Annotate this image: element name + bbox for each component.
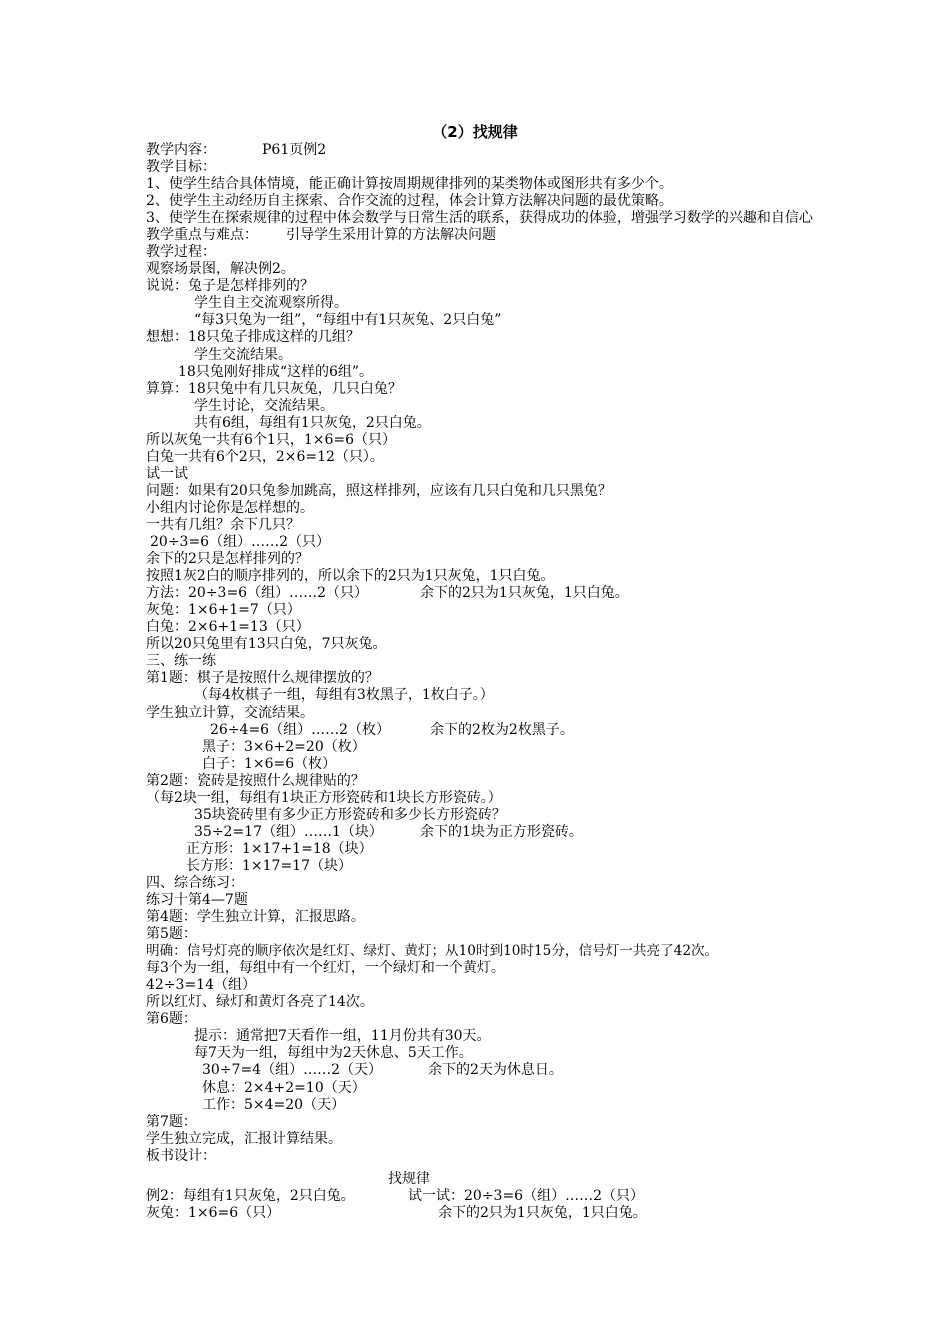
- text-line: 想想：18只兔子排成这样的几组？: [146, 329, 360, 346]
- text-line: 第5题：: [146, 926, 197, 943]
- text-line: 第6题：: [146, 1011, 197, 1028]
- text-line: 18只兔刚好排成“这样的6组”。: [178, 363, 374, 380]
- text-line: 每3个为一组，每组中有一个红灯，一个绿灯和一个黄灯。: [146, 960, 505, 977]
- text-line: 白兔一共有6个2只，2×6=12（只）。: [146, 448, 384, 465]
- goal-item: 1、使学生结合具体情境，能正确计算按周期规律排列的某类物体或图形共有多少个。: [146, 176, 673, 193]
- calc-remainder: 余下的1块为正方形瓷砖。: [420, 823, 583, 840]
- text-line: 学生讨论，交流结果。: [194, 397, 334, 414]
- text-line: （每4枚棋子一组，每组有3枚黑子，1枚白子。）: [194, 687, 494, 704]
- text-line: 学生交流结果。: [194, 346, 292, 363]
- text-line: 20÷3=6（组）……2（只）: [150, 534, 330, 551]
- text-line: 共有6组，每组有1只灰兔，2只白兔。: [194, 414, 431, 431]
- text-line: 所以灰兔一共有6个1只，1×6=6（只）: [146, 431, 396, 448]
- method-remainder: 余下的2只为1只灰兔，1只白兔。: [420, 585, 629, 602]
- text-line: 说说：兔子是怎样排列的？: [146, 278, 314, 295]
- calc-expression: 30÷7=4（组）……2（天）: [202, 1062, 382, 1079]
- section-heading: 试一试: [146, 465, 188, 482]
- text-line: [146, 1205, 836, 1222]
- text-line: 每7天为一组，每组中为2天休息、5天工作。: [194, 1045, 473, 1062]
- key-points-value: 引导学生采用计算的方法解决问题: [286, 227, 496, 244]
- text-line: [146, 1188, 836, 1205]
- key-points-label: 教学重点与难点：: [146, 227, 258, 244]
- teaching-process-label: 教学过程：: [146, 244, 216, 261]
- text-line: 按照1灰2白的顺序排列的，所以余下的2只为1只灰兔，1只白兔。: [146, 568, 555, 585]
- text-line: 工作：5×4=20（天）: [202, 1096, 346, 1113]
- board-remainder: 余下的2只为1只灰兔，1只白兔。: [438, 1204, 647, 1221]
- board-gray: 灰兔：1×6=6（只）: [146, 1204, 281, 1221]
- text-line: 小组内讨论你是怎样想的。: [146, 499, 314, 516]
- text-line: 提示：通常把7天看作一组，11月份共有30天。: [194, 1028, 491, 1045]
- section-heading: 板书设计：: [146, 1147, 216, 1164]
- board-title: 找规律: [388, 1170, 430, 1187]
- text-line: 第4题：学生独立计算，汇报思路。: [146, 909, 365, 926]
- text-line: 学生自主交流观察所得。: [194, 295, 348, 312]
- text-line: [146, 824, 836, 841]
- text-line: 白子：1×6=6（枚）: [202, 755, 337, 772]
- calc-remainder: 余下的2枚为2枚黑子。: [430, 721, 574, 738]
- text-line: [146, 1062, 836, 1079]
- text-line: 明确：信号灯亮的顺序依次是红灯、绿灯、黄灯；从10时到10时15分，信号灯一共亮了42次。: [146, 943, 719, 960]
- board-example: 例2：每组有1只灰兔，2只白兔。: [146, 1187, 355, 1204]
- document-body: [146, 142, 836, 1222]
- text-line: 所以红灯、绿灯和黄灯各亮了14次。: [146, 994, 374, 1011]
- calc-expression: 35÷2=17（组）……1（块）: [194, 823, 383, 840]
- section-heading: 四、综合练习：: [146, 874, 244, 891]
- calc-expression: 26÷4=6（组）……2（枚）: [210, 721, 390, 738]
- section-heading: 三、练一练: [146, 653, 216, 670]
- text-line: 问题：如果有20只兔参加跳高，照这样排列，应该有几只白兔和几只黑兔？: [146, 482, 612, 499]
- text-line: 余下的2只是怎样排列的？: [146, 551, 309, 568]
- teaching-content-label: 教学内容：: [146, 142, 216, 158]
- text-line: 学生独立计算，交流结果。: [146, 704, 314, 721]
- goal-item: 3、使学生在探索规律的过程中体会数学与日常生活的联系，获得成功的体验，增强学习数学的兴趣和自信心: [146, 210, 813, 227]
- text-line: 观察场景图，解决例2。: [146, 261, 295, 278]
- text-line: 黑子：3×6+2=20（枚）: [202, 738, 366, 755]
- key-points-line: [146, 227, 836, 244]
- text-line: 灰兔：1×6+1=7（只）: [146, 602, 301, 619]
- goal-item: 2、使学生主动经历自主探索、合作交流的过程，体会计算方法解决问题的最优策略。: [146, 193, 673, 210]
- text-line: 算算：18只兔中有几只灰兔，几只白兔？: [146, 380, 402, 397]
- text-line: 第1题：棋子是按照什么规律摆放的？: [146, 670, 379, 687]
- teaching-goals-label: 教学目标：: [146, 159, 216, 176]
- text-line: 休息：2×4+2=10（天）: [202, 1079, 366, 1096]
- text-line: “每3只兔为一组”，“每组中有1只灰兔、2只白兔”: [194, 312, 502, 329]
- calc-remainder: 余下的2天为休息日。: [428, 1062, 563, 1079]
- text-line: 练习十第4—7题: [146, 892, 248, 909]
- board-try: 试一试：20÷3=6（组）……2（只）: [408, 1187, 644, 1204]
- text-line: [146, 722, 836, 739]
- text-line: 学生独立完成，汇报计算结果。: [146, 1130, 342, 1147]
- text-line: 长方形：1×17=17（块）: [186, 857, 352, 874]
- text-line: （每2块一组，每组有1块正方形瓷砖和1块长方形瓷砖。）: [146, 789, 502, 806]
- text-line: 35块瓷砖里有多少正方形瓷砖和多少长方形瓷砖？: [194, 806, 506, 823]
- page-title: （2）找规律: [432, 123, 518, 141]
- text-line: 42÷3=14（组）: [146, 977, 256, 994]
- text-line: [146, 585, 836, 602]
- text-line: 第7题：: [146, 1113, 197, 1130]
- teaching-content-value: P61页例2: [262, 142, 327, 158]
- method-calc: 方法：20÷3=6（组）……2（只）: [146, 585, 368, 602]
- text-line: 正方形：1×17+1=18（块）: [186, 840, 373, 857]
- teaching-content-line: [146, 142, 836, 159]
- text-line: 一共有几组？余下几只？: [146, 516, 300, 533]
- text-line: 第2题：瓷砖是按照什么规律贴的？: [146, 772, 365, 789]
- text-line: 白兔：2×6+1=13（只）: [146, 619, 310, 636]
- text-line: 所以20只兔里有13只白兔，7只灰兔。: [146, 636, 387, 653]
